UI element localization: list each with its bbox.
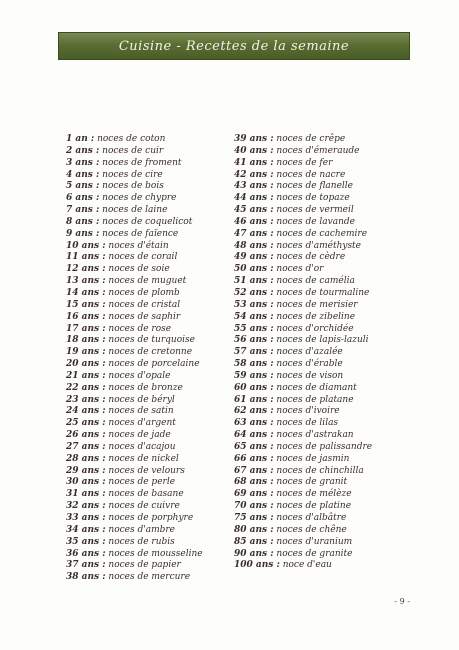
- list-item: [66, 549, 203, 561]
- page-number: - 9 -: [394, 597, 410, 606]
- anniversary-years: 14 ans :: [66, 287, 106, 298]
- list-item: [234, 241, 372, 253]
- list-item: [234, 501, 372, 513]
- list-item: [234, 181, 372, 193]
- anniversary-years: 80 ans :: [234, 524, 274, 535]
- anniversary-years: 30 ans :: [66, 477, 106, 488]
- anniversary-years: 66 ans :: [234, 453, 274, 464]
- list-item: [234, 395, 372, 407]
- list-item: [66, 146, 203, 158]
- list-item: [66, 430, 203, 442]
- anniversary-name: noces de bois: [99, 181, 164, 192]
- anniversary-years: 22 ans :: [66, 382, 106, 393]
- anniversary-years: 48 ans :: [234, 240, 274, 251]
- anniversary-name: noces de cuivre: [105, 501, 180, 512]
- list-item: [234, 288, 372, 300]
- anniversary-name: noces d'émeraude: [273, 145, 360, 156]
- anniversary-years: 24 ans :: [66, 406, 106, 417]
- list-item: [234, 252, 372, 264]
- anniversary-name: noces d'améthyste: [273, 240, 362, 251]
- list-item: [66, 264, 203, 276]
- anniversary-years: 9 ans :: [66, 228, 100, 239]
- list-item: [234, 477, 372, 489]
- list-item: [234, 383, 372, 395]
- list-item: [234, 525, 372, 537]
- list-item: [66, 170, 203, 182]
- list-item: [66, 181, 203, 193]
- anniversary-years: 67 ans :: [234, 465, 274, 476]
- list-item: [234, 276, 372, 288]
- anniversary-years: 55 ans :: [234, 323, 274, 334]
- anniversary-name: noces de béryl: [105, 394, 175, 405]
- list-item: [234, 454, 372, 466]
- anniversary-years: 100 ans :: [234, 560, 280, 571]
- anniversary-name: noces de nickel: [105, 453, 179, 464]
- anniversary-years: 29 ans :: [66, 465, 106, 476]
- anniversary-name: noces de froment: [99, 157, 182, 168]
- anniversary-name: noce d'eau: [279, 560, 332, 571]
- anniversary-name: noces de bronze: [105, 382, 183, 393]
- anniversary-years: 51 ans :: [234, 276, 274, 287]
- anniversary-name: noces d'ivoire: [273, 406, 340, 417]
- list-item: [66, 252, 203, 264]
- list-item: [66, 288, 203, 300]
- list-item: [66, 324, 203, 336]
- list-item: [66, 406, 203, 418]
- list-item: [66, 158, 203, 170]
- anniversary-years: 41 ans :: [234, 157, 274, 168]
- list-item: [66, 134, 203, 146]
- anniversary-name: noces de papier: [105, 560, 181, 571]
- anniversary-name: noces de granite: [273, 548, 353, 559]
- list-item: [234, 442, 372, 454]
- anniversary-name: noces de coton: [94, 134, 166, 144]
- list-item: [234, 406, 372, 418]
- list-item: [234, 549, 372, 561]
- anniversary-name: noces de satin: [105, 406, 174, 417]
- anniversary-years: 34 ans :: [66, 524, 106, 535]
- anniversary-years: 64 ans :: [234, 430, 274, 441]
- anniversary-name: noces de chypre: [99, 193, 177, 204]
- anniversary-name: noces de cire: [99, 169, 163, 180]
- anniversary-years: 4 ans :: [66, 169, 100, 180]
- anniversary-years: 53 ans :: [234, 299, 274, 310]
- list-item: [66, 193, 203, 205]
- anniversary-name: noces de cachemire: [273, 228, 368, 239]
- list-item: [234, 158, 372, 170]
- anniversary-name: noces de tourmaline: [273, 287, 370, 298]
- anniversary-years: 2 ans :: [66, 145, 100, 156]
- list-item: [234, 513, 372, 525]
- list-item: [66, 501, 203, 513]
- anniversary-name: noces de velours: [105, 465, 185, 476]
- list-item: [234, 466, 372, 478]
- list-item: [234, 300, 372, 312]
- list-item: [66, 442, 203, 454]
- anniversary-name: noces de diamant: [273, 382, 357, 393]
- anniversary-years: 63 ans :: [234, 418, 274, 429]
- anniversary-years: 15 ans :: [66, 299, 106, 310]
- anniversary-name: noces de cristal: [105, 299, 181, 310]
- list-item: [234, 537, 372, 549]
- anniversary-name: noces de saphir: [105, 311, 181, 322]
- anniversary-name: noces d'uranium: [273, 536, 353, 547]
- anniversary-years: 20 ans :: [66, 359, 106, 370]
- anniversary-years: 50 ans :: [234, 264, 274, 275]
- anniversary-name: noces de granit: [273, 477, 348, 488]
- anniversary-years: 10 ans :: [66, 240, 106, 251]
- list-item: [66, 217, 203, 229]
- anniversary-years: 21 ans :: [66, 370, 106, 381]
- anniversary-years: 26 ans :: [66, 430, 106, 441]
- anniversary-name: noces d'orchidée: [273, 323, 354, 334]
- anniversary-years: 47 ans :: [234, 228, 274, 239]
- anniversary-years: 35 ans :: [66, 536, 106, 547]
- anniversary-name: noces de palissandre: [273, 441, 373, 452]
- anniversary-years: 28 ans :: [66, 453, 106, 464]
- anniversary-name: noces de mercure: [105, 572, 191, 583]
- anniversary-name: noces d'albâtre: [273, 513, 347, 523]
- anniversary-years: 7 ans :: [66, 205, 100, 216]
- anniversary-name: noces d'opale: [105, 370, 171, 381]
- anniversary-years: 13 ans :: [66, 276, 106, 287]
- list-item: [66, 513, 203, 525]
- list-item: [66, 489, 203, 501]
- anniversary-years: 68 ans :: [234, 477, 274, 488]
- anniversary-name: noces de chêne: [273, 524, 347, 535]
- anniversary-name: noces de camélia: [273, 276, 355, 287]
- anniversary-name: noces de vermeil: [273, 205, 354, 216]
- list-item: [234, 359, 372, 371]
- anniversary-years: 25 ans :: [66, 418, 106, 429]
- anniversary-years: 60 ans :: [234, 382, 274, 393]
- anniversary-years: 58 ans :: [234, 359, 274, 370]
- list-item: [234, 264, 372, 276]
- anniversary-years: 90 ans :: [234, 548, 274, 559]
- list-item: [234, 205, 372, 217]
- anniversary-name: noces de vison: [273, 370, 344, 381]
- anniversary-name: noces d'étain: [105, 240, 169, 251]
- anniversary-years: 42 ans :: [234, 169, 274, 180]
- list-item: [66, 241, 203, 253]
- anniversary-years: 65 ans :: [234, 441, 274, 452]
- anniversary-name: noces de platane: [273, 394, 354, 405]
- anniversary-name: noces de topaze: [273, 193, 350, 204]
- anniversary-years: 31 ans :: [66, 489, 106, 500]
- anniversary-name: noces de rubis: [105, 536, 175, 547]
- list-item: [66, 477, 203, 489]
- list-item: [234, 347, 372, 359]
- anniversary-years: 39 ans :: [234, 134, 274, 144]
- anniversary-years: 36 ans :: [66, 548, 106, 559]
- list-item: [234, 324, 372, 336]
- anniversary-years: 1 an :: [66, 134, 95, 144]
- list-item: [234, 371, 372, 383]
- anniversary-years: 46 ans :: [234, 216, 274, 227]
- anniversary-name: noces de jasmin: [273, 453, 350, 464]
- anniversary-years: 6 ans :: [66, 193, 100, 204]
- anniversary-years: 12 ans :: [66, 264, 106, 275]
- anniversary-name: noces d'astrakan: [273, 430, 354, 441]
- anniversary-years: 16 ans :: [66, 311, 106, 322]
- list-item: [66, 560, 203, 572]
- anniversary-name: noces de cretonne: [105, 347, 193, 358]
- anniversary-years: 17 ans :: [66, 323, 106, 334]
- anniversary-name: noces de porcelaine: [105, 359, 200, 370]
- anniversary-years: 57 ans :: [234, 347, 274, 358]
- anniversary-years: 85 ans :: [234, 536, 274, 547]
- anniversary-name: noces de mousseline: [105, 548, 203, 559]
- anniversary-name: noces de lilas: [273, 418, 339, 429]
- anniversary-list-left: [66, 134, 203, 584]
- anniversary-name: noces de lavande: [273, 216, 356, 227]
- list-item: [66, 383, 203, 395]
- list-item: [66, 395, 203, 407]
- anniversary-name: noces de merisier: [273, 299, 358, 310]
- anniversary-years: 62 ans :: [234, 406, 274, 417]
- anniversary-name: noces de basane: [105, 489, 184, 500]
- list-item: [66, 454, 203, 466]
- list-item: [234, 134, 372, 146]
- list-item: [234, 229, 372, 241]
- anniversary-name: noces de jade: [105, 430, 171, 441]
- anniversary-name: noces de coquelicot: [99, 216, 193, 227]
- anniversary-name: noces de porphyre: [105, 513, 194, 523]
- list-item: [66, 335, 203, 347]
- anniversary-years: 38 ans :: [66, 572, 106, 583]
- list-item: [66, 312, 203, 324]
- list-item: [66, 229, 203, 241]
- list-item: [234, 489, 372, 501]
- anniversary-name: noces d'érable: [273, 359, 343, 370]
- list-item: [234, 560, 372, 572]
- list-item: [234, 335, 372, 347]
- anniversary-years: 27 ans :: [66, 441, 106, 452]
- list-item: [66, 359, 203, 371]
- anniversary-years: 3 ans :: [66, 157, 100, 168]
- list-item: [66, 371, 203, 383]
- anniversary-years: 59 ans :: [234, 370, 274, 381]
- list-item: [66, 537, 203, 549]
- anniversary-name: noces de nacre: [273, 169, 346, 180]
- anniversary-name: noces de muguet: [105, 276, 187, 287]
- anniversary-years: 19 ans :: [66, 347, 106, 358]
- anniversary-years: 49 ans :: [234, 252, 274, 263]
- list-item: [234, 418, 372, 430]
- anniversary-name: noces de cuir: [99, 145, 164, 156]
- anniversary-years: 5 ans :: [66, 181, 100, 192]
- list-item: [66, 525, 203, 537]
- anniversary-years: 37 ans :: [66, 560, 106, 571]
- anniversary-years: 33 ans :: [66, 513, 106, 523]
- list-item: [66, 300, 203, 312]
- anniversary-years: 45 ans :: [234, 205, 274, 216]
- anniversary-years: 40 ans :: [234, 145, 274, 156]
- anniversary-years: 52 ans :: [234, 287, 274, 298]
- anniversary-name: noces de rose: [105, 323, 172, 334]
- anniversary-name: noces de corail: [105, 252, 178, 263]
- list-item: [234, 146, 372, 158]
- list-item: [234, 170, 372, 182]
- anniversary-years: 8 ans :: [66, 216, 100, 227]
- list-item: [66, 347, 203, 359]
- list-item: [66, 572, 203, 584]
- anniversary-name: noces d'acajou: [105, 441, 176, 452]
- anniversary-years: 75 ans :: [234, 513, 274, 523]
- anniversary-name: noces d'azalée: [273, 347, 343, 358]
- anniversary-years: 54 ans :: [234, 311, 274, 322]
- anniversary-years: 56 ans :: [234, 335, 274, 346]
- anniversary-name: noces de fer: [273, 157, 333, 168]
- anniversary-list-right: [234, 134, 372, 572]
- anniversary-name: noces de mélèze: [273, 489, 352, 500]
- anniversary-years: 70 ans :: [234, 501, 274, 512]
- anniversary-name: noces de zibeline: [273, 311, 356, 322]
- anniversary-name: noces d'or: [273, 264, 324, 275]
- list-item: [66, 205, 203, 217]
- anniversary-name: noces de lapis-lazuli: [273, 335, 369, 346]
- anniversary-name: noces de perle: [105, 477, 176, 488]
- list-item: [66, 418, 203, 430]
- anniversary-years: 11 ans :: [66, 252, 106, 263]
- list-item: [234, 312, 372, 324]
- header-banner: [58, 32, 410, 60]
- anniversary-name: noces de flanelle: [273, 181, 354, 192]
- anniversary-years: 61 ans :: [234, 394, 274, 405]
- anniversary-years: 18 ans :: [66, 335, 106, 346]
- anniversary-name: noces de chinchilla: [273, 465, 364, 476]
- anniversary-name: noces d'argent: [105, 418, 176, 429]
- anniversary-years: 32 ans :: [66, 501, 106, 512]
- anniversary-name: noces de turquoise: [105, 335, 195, 346]
- anniversary-name: noces de cèdre: [273, 252, 346, 263]
- list-item: [234, 193, 372, 205]
- anniversary-name: noces de laine: [99, 205, 168, 216]
- list-item: [66, 466, 203, 478]
- list-item: [66, 276, 203, 288]
- anniversary-name: noces d'ambre: [105, 524, 176, 535]
- anniversary-name: noces de soie: [105, 264, 170, 275]
- anniversary-years: 43 ans :: [234, 181, 274, 192]
- anniversary-name: noces de crêpe: [273, 134, 346, 144]
- anniversary-name: noces de platine: [273, 501, 352, 512]
- anniversary-name: noces de faïence: [99, 228, 179, 239]
- anniversary-name: noces de plomb: [105, 287, 180, 298]
- list-item: [234, 217, 372, 229]
- anniversary-years: 44 ans :: [234, 193, 274, 204]
- page-title: Cuisine - Recettes de la semaine: [118, 38, 350, 54]
- anniversary-years: 69 ans :: [234, 489, 274, 500]
- list-item: [234, 430, 372, 442]
- anniversary-years: 23 ans :: [66, 394, 106, 405]
